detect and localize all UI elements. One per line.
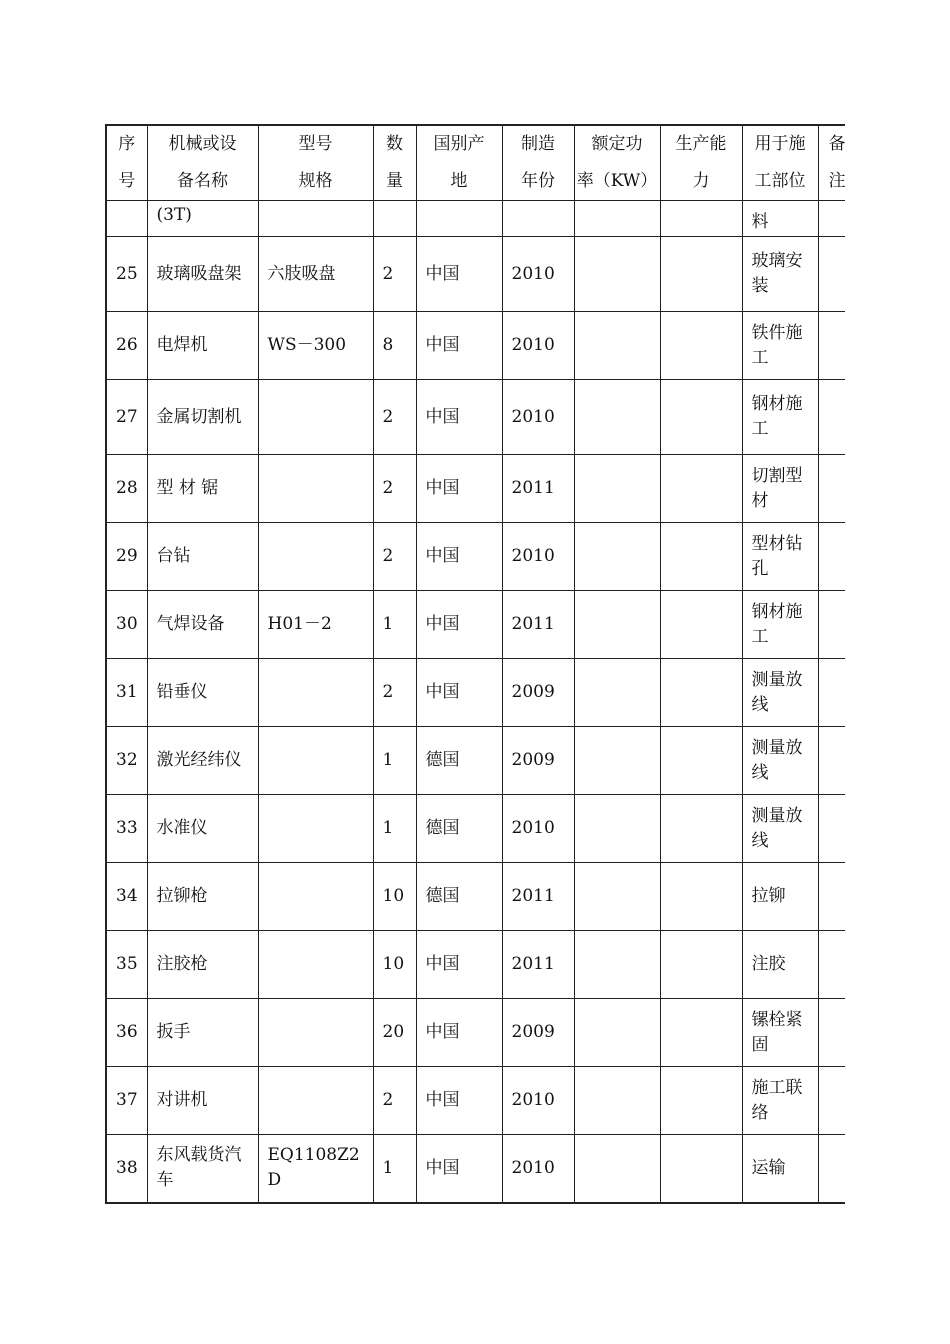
cell-qty: 2	[373, 659, 416, 727]
cell-no: 34	[106, 863, 147, 931]
equipment-table-container	[105, 124, 845, 1204]
cell-model: 六肢吸盘	[258, 237, 373, 312]
table-row	[106, 591, 845, 659]
cell-power	[574, 380, 660, 455]
cell-capacity	[660, 1135, 742, 1203]
cell-year: 2009	[502, 659, 574, 727]
cell-power	[574, 312, 660, 380]
cell-use: 型材钻孔	[742, 523, 818, 591]
cell-capacity	[660, 523, 742, 591]
cell-qty: 1	[373, 727, 416, 795]
table-row	[106, 659, 845, 727]
cell-no: 28	[106, 455, 147, 523]
cell-year: 2010	[502, 795, 574, 863]
cell-power	[574, 1135, 660, 1203]
cell-qty: 8	[373, 312, 416, 380]
cell-name: 金属切割机	[147, 380, 258, 455]
cell-name: 扳手	[147, 999, 258, 1067]
table-row	[106, 863, 845, 931]
cell-qty: 10	[373, 931, 416, 999]
cell-remark	[818, 727, 845, 795]
header-cell: 用于施 工部位	[742, 125, 818, 201]
table-row	[106, 312, 845, 380]
cell-origin: 中国	[416, 380, 502, 455]
cell-power	[574, 727, 660, 795]
cell-power	[574, 659, 660, 727]
cell-no: 33	[106, 795, 147, 863]
header-row	[106, 125, 845, 201]
cell-use: 料	[742, 201, 818, 237]
cell-use: 拉铆	[742, 863, 818, 931]
cell-year: 2011	[502, 931, 574, 999]
header-cell: 数 量	[373, 125, 416, 201]
cell-capacity	[660, 795, 742, 863]
header-cell: 制造 年份	[502, 125, 574, 201]
cell-year: 2010	[502, 1135, 574, 1203]
cell-qty: 2	[373, 237, 416, 312]
cell-model	[258, 931, 373, 999]
cell-capacity	[660, 931, 742, 999]
cell-capacity	[660, 312, 742, 380]
cell-origin: 中国	[416, 237, 502, 312]
cell-capacity	[660, 999, 742, 1067]
header-cell: 额定功 率（KW）	[574, 125, 660, 201]
cell-no: 31	[106, 659, 147, 727]
cell-qty: 10	[373, 863, 416, 931]
cell-use: 施工联络	[742, 1067, 818, 1135]
cell-power	[574, 999, 660, 1067]
cell-origin: 中国	[416, 312, 502, 380]
table-row	[106, 380, 845, 455]
cell-use: 测量放线	[742, 727, 818, 795]
cell-origin: 德国	[416, 863, 502, 931]
cell-use: 测量放线	[742, 795, 818, 863]
cell-power	[574, 523, 660, 591]
cell-remark	[818, 1135, 845, 1203]
cell-use: 镙栓紧固	[742, 999, 818, 1067]
cell-origin: 德国	[416, 795, 502, 863]
header-cell: 生产能 力	[660, 125, 742, 201]
table-row	[106, 237, 845, 312]
cell-name: (3T)	[147, 201, 258, 237]
cell-no: 25	[106, 237, 147, 312]
cell-capacity	[660, 237, 742, 312]
cell-use: 切割型材	[742, 455, 818, 523]
cell-no: 30	[106, 591, 147, 659]
cell-model	[258, 727, 373, 795]
table-row	[106, 1067, 845, 1135]
cell-year: 2011	[502, 863, 574, 931]
cell-use: 钢材施工	[742, 380, 818, 455]
cell-power	[574, 795, 660, 863]
table-row	[106, 999, 845, 1067]
cell-model	[258, 659, 373, 727]
header-cell: 型号 规格	[258, 125, 373, 201]
cell-name: 电焊机	[147, 312, 258, 380]
cell-use: 运输	[742, 1135, 818, 1203]
cell-origin: 中国	[416, 1067, 502, 1135]
cell-model: H01－2	[258, 591, 373, 659]
table-row	[106, 931, 845, 999]
cell-use: 注胶	[742, 931, 818, 999]
cell-name: 气焊设备	[147, 591, 258, 659]
cell-qty: 2	[373, 455, 416, 523]
cell-remark	[818, 659, 845, 727]
cell-remark	[818, 999, 845, 1067]
cell-model: EQ1108Z2D	[258, 1135, 373, 1203]
cell-year: 2010	[502, 237, 574, 312]
cell-no: 36	[106, 999, 147, 1067]
cell-use: 测量放线	[742, 659, 818, 727]
cell-capacity	[660, 1067, 742, 1135]
table-row	[106, 523, 845, 591]
cell-remark	[818, 591, 845, 659]
cell-model	[258, 455, 373, 523]
cell-remark	[818, 795, 845, 863]
cell-year: 2010	[502, 1067, 574, 1135]
cell-year: 2010	[502, 312, 574, 380]
cell-use: 铁件施工	[742, 312, 818, 380]
continued-row	[106, 201, 845, 237]
cell-year: 2010	[502, 380, 574, 455]
cell-model	[258, 380, 373, 455]
table-row	[106, 1135, 845, 1203]
cell-power	[574, 237, 660, 312]
cell-origin: 中国	[416, 455, 502, 523]
cell-no: 29	[106, 523, 147, 591]
cell-remark	[818, 523, 845, 591]
cell-origin: 中国	[416, 591, 502, 659]
cell-qty: 2	[373, 1067, 416, 1135]
cell-name: 激光经纬仪	[147, 727, 258, 795]
header-cell: 备 注	[818, 125, 845, 201]
cell-qty: 1	[373, 795, 416, 863]
cell-name: 注胶枪	[147, 931, 258, 999]
cell-name: 水准仪	[147, 795, 258, 863]
cell-remark	[818, 312, 845, 380]
cell-remark	[818, 931, 845, 999]
cell-qty: 2	[373, 380, 416, 455]
cell-remark	[818, 1067, 845, 1135]
cell-qty: 1	[373, 1135, 416, 1203]
cell-no: 38	[106, 1135, 147, 1203]
cell-name: 东风载货汽车	[147, 1135, 258, 1203]
cell-model	[258, 795, 373, 863]
cell-use: 钢材施工	[742, 591, 818, 659]
cell-origin: 中国	[416, 999, 502, 1067]
table-row	[106, 727, 845, 795]
cell-origin: 中国	[416, 1135, 502, 1203]
cell-capacity	[660, 380, 742, 455]
cell-power	[574, 1067, 660, 1135]
cell-name: 拉铆枪	[147, 863, 258, 931]
cell-power	[574, 863, 660, 931]
cell-qty: 20	[373, 999, 416, 1067]
cell-remark	[818, 380, 845, 455]
cell-year: 2011	[502, 455, 574, 523]
cell-model: WS－300	[258, 312, 373, 380]
cell-no: 32	[106, 727, 147, 795]
cell-model	[258, 863, 373, 931]
cell-name: 铅垂仪	[147, 659, 258, 727]
cell-name: 玻璃吸盘架	[147, 237, 258, 312]
cell-capacity	[660, 455, 742, 523]
header-cell: 国别产 地	[416, 125, 502, 201]
cell-year: 2009	[502, 727, 574, 795]
table-row	[106, 795, 845, 863]
cell-power	[574, 591, 660, 659]
cell-qty: 2	[373, 523, 416, 591]
cell-year: 2009	[502, 999, 574, 1067]
cell-capacity	[660, 863, 742, 931]
cell-power	[574, 931, 660, 999]
cell-remark	[818, 863, 845, 931]
cell-year: 2010	[502, 523, 574, 591]
cell-origin: 中国	[416, 931, 502, 999]
header-cell: 序 号	[106, 125, 147, 201]
cell-name: 对讲机	[147, 1067, 258, 1135]
cell-capacity	[660, 727, 742, 795]
cell-capacity	[660, 659, 742, 727]
cell-model	[258, 999, 373, 1067]
cell-no: 27	[106, 380, 147, 455]
cell-year: 2011	[502, 591, 574, 659]
cell-origin: 中国	[416, 659, 502, 727]
cell-name: 台钻	[147, 523, 258, 591]
header-cell: 机械或设 备名称	[147, 125, 258, 201]
cell-model	[258, 1067, 373, 1135]
equipment-table	[105, 124, 845, 1204]
cell-origin: 中国	[416, 523, 502, 591]
cell-use: 玻璃安装	[742, 237, 818, 312]
cell-power	[574, 455, 660, 523]
cell-model	[258, 523, 373, 591]
table-row	[106, 455, 845, 523]
cell-remark	[818, 237, 845, 312]
cell-no: 37	[106, 1067, 147, 1135]
cell-no: 26	[106, 312, 147, 380]
cell-name: 型 材 锯	[147, 455, 258, 523]
cell-capacity	[660, 591, 742, 659]
cell-no: 35	[106, 931, 147, 999]
cell-remark	[818, 455, 845, 523]
cell-qty: 1	[373, 591, 416, 659]
cell-origin: 德国	[416, 727, 502, 795]
